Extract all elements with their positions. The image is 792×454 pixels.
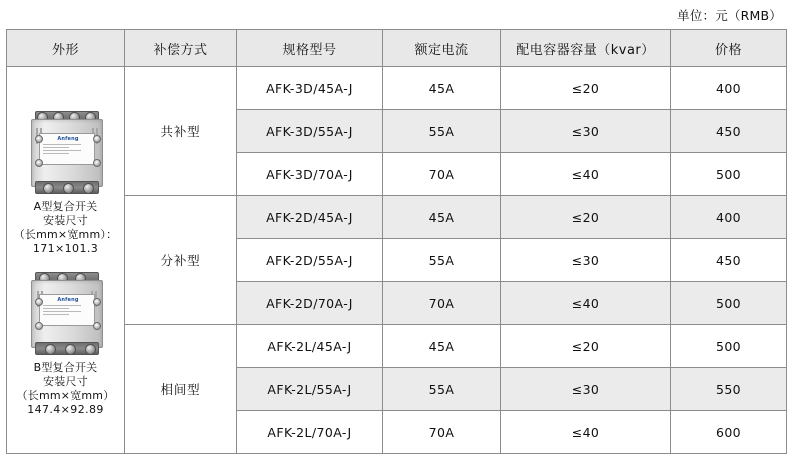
product-b-caption-line3: （长mm×宽mm） bbox=[16, 389, 115, 402]
table-row bbox=[7, 67, 787, 110]
label-line bbox=[43, 311, 81, 312]
product-b-block bbox=[9, 256, 122, 417]
product-a-caption-line4: 171×101.3 bbox=[32, 242, 99, 255]
terminal-icon bbox=[45, 344, 56, 355]
screw-icon bbox=[35, 135, 43, 143]
capacity-cell: ≤40 bbox=[501, 282, 671, 325]
capacity-cell: ≤20 bbox=[501, 196, 671, 239]
capacity-cell: ≤20 bbox=[501, 325, 671, 368]
product-b-caption-line2: 安装尺寸 bbox=[43, 375, 88, 388]
terminal-icon bbox=[83, 183, 94, 194]
column-header-compensation-mode: 补偿方式 bbox=[125, 30, 237, 67]
price-cell: 500 bbox=[671, 325, 787, 368]
unit-note: 单位：元（RMB） bbox=[677, 8, 782, 23]
model-cell: AFK-3D/55A-J bbox=[237, 110, 383, 153]
terminal-icon bbox=[63, 183, 74, 194]
column-header-model: 规格型号 bbox=[237, 30, 383, 67]
current-cell: 70A bbox=[383, 411, 501, 454]
column-header-shape: 外形 bbox=[7, 30, 125, 67]
screw-icon bbox=[93, 322, 101, 330]
price-cell: 500 bbox=[671, 153, 787, 196]
brand-mark: Anfeng bbox=[57, 297, 79, 303]
current-cell: 55A bbox=[383, 239, 501, 282]
current-cell: 45A bbox=[383, 325, 501, 368]
device-label-plate bbox=[39, 294, 95, 326]
model-cell: AFK-2D/55A-J bbox=[237, 239, 383, 282]
product-a-caption-line1: A型复合开关 bbox=[33, 200, 98, 213]
label-line bbox=[43, 147, 69, 148]
price-cell: 450 bbox=[671, 239, 787, 282]
price-cell: 450 bbox=[671, 110, 787, 153]
price-cell: 550 bbox=[671, 368, 787, 411]
model-cell: AFK-3D/45A-J bbox=[237, 67, 383, 110]
terminal-icon bbox=[65, 344, 76, 355]
capacity-cell: ≤30 bbox=[501, 368, 671, 411]
brand-mark: Anfeng bbox=[57, 136, 79, 142]
column-header-price: 价格 bbox=[671, 30, 787, 67]
product-b-caption bbox=[17, 361, 115, 417]
current-cell: 70A bbox=[383, 153, 501, 196]
product-b-caption-line1: B型复合开关 bbox=[33, 361, 98, 374]
capacity-cell: ≤40 bbox=[501, 411, 671, 454]
mode-cell-common: 共补型 bbox=[125, 67, 237, 196]
product-a-caption-line2: 安装尺寸 bbox=[43, 214, 88, 227]
model-cell: AFK-3D/70A-J bbox=[237, 153, 383, 196]
current-cell: 55A bbox=[383, 368, 501, 411]
capacity-cell: ≤30 bbox=[501, 239, 671, 282]
current-cell: 70A bbox=[383, 282, 501, 325]
product-b-caption-line4: 147.4×92.89 bbox=[27, 403, 104, 416]
label-line bbox=[43, 150, 81, 151]
screw-icon bbox=[35, 159, 43, 167]
product-price-table bbox=[6, 29, 787, 454]
model-cell: AFK-2L/55A-J bbox=[237, 368, 383, 411]
product-a-caption bbox=[14, 200, 118, 256]
screw-icon bbox=[35, 298, 43, 306]
current-cell: 45A bbox=[383, 67, 501, 110]
product-a-device-image bbox=[23, 105, 109, 197]
column-header-capacitor-capacity: 配电容器容量（kvar） bbox=[501, 30, 671, 67]
price-cell: 600 bbox=[671, 411, 787, 454]
price-cell: 500 bbox=[671, 282, 787, 325]
model-cell: AFK-2D/70A-J bbox=[237, 282, 383, 325]
current-cell: 45A bbox=[383, 196, 501, 239]
mode-cell-phase: 相间型 bbox=[125, 325, 237, 454]
screw-icon bbox=[93, 159, 101, 167]
mode-cell-separate: 分补型 bbox=[125, 196, 237, 325]
product-a-caption-line3: （长mm×宽mm）： bbox=[13, 228, 118, 241]
current-cell: 55A bbox=[383, 110, 501, 153]
label-line bbox=[43, 144, 81, 145]
price-cell: 400 bbox=[671, 67, 787, 110]
screw-icon bbox=[35, 322, 43, 330]
device-label-plate bbox=[39, 133, 95, 165]
label-line bbox=[43, 153, 69, 154]
capacity-cell: ≤30 bbox=[501, 110, 671, 153]
label-line bbox=[43, 314, 69, 315]
table-header-row bbox=[7, 30, 787, 67]
screw-icon bbox=[93, 135, 101, 143]
product-b-device-image bbox=[23, 266, 109, 358]
terminal-icon bbox=[85, 344, 96, 355]
price-cell: 400 bbox=[671, 196, 787, 239]
model-cell: AFK-2D/45A-J bbox=[237, 196, 383, 239]
screw-icon bbox=[93, 298, 101, 306]
label-line bbox=[43, 308, 69, 309]
capacity-cell: ≤40 bbox=[501, 153, 671, 196]
terminal-icon bbox=[43, 183, 54, 194]
product-a-block bbox=[9, 101, 122, 256]
capacity-cell: ≤20 bbox=[501, 67, 671, 110]
label-line bbox=[43, 305, 81, 306]
model-cell: AFK-2L/45A-J bbox=[237, 325, 383, 368]
product-images-cell bbox=[7, 67, 125, 454]
model-cell: AFK-2L/70A-J bbox=[237, 411, 383, 454]
column-header-rated-current: 额定电流 bbox=[383, 30, 501, 67]
